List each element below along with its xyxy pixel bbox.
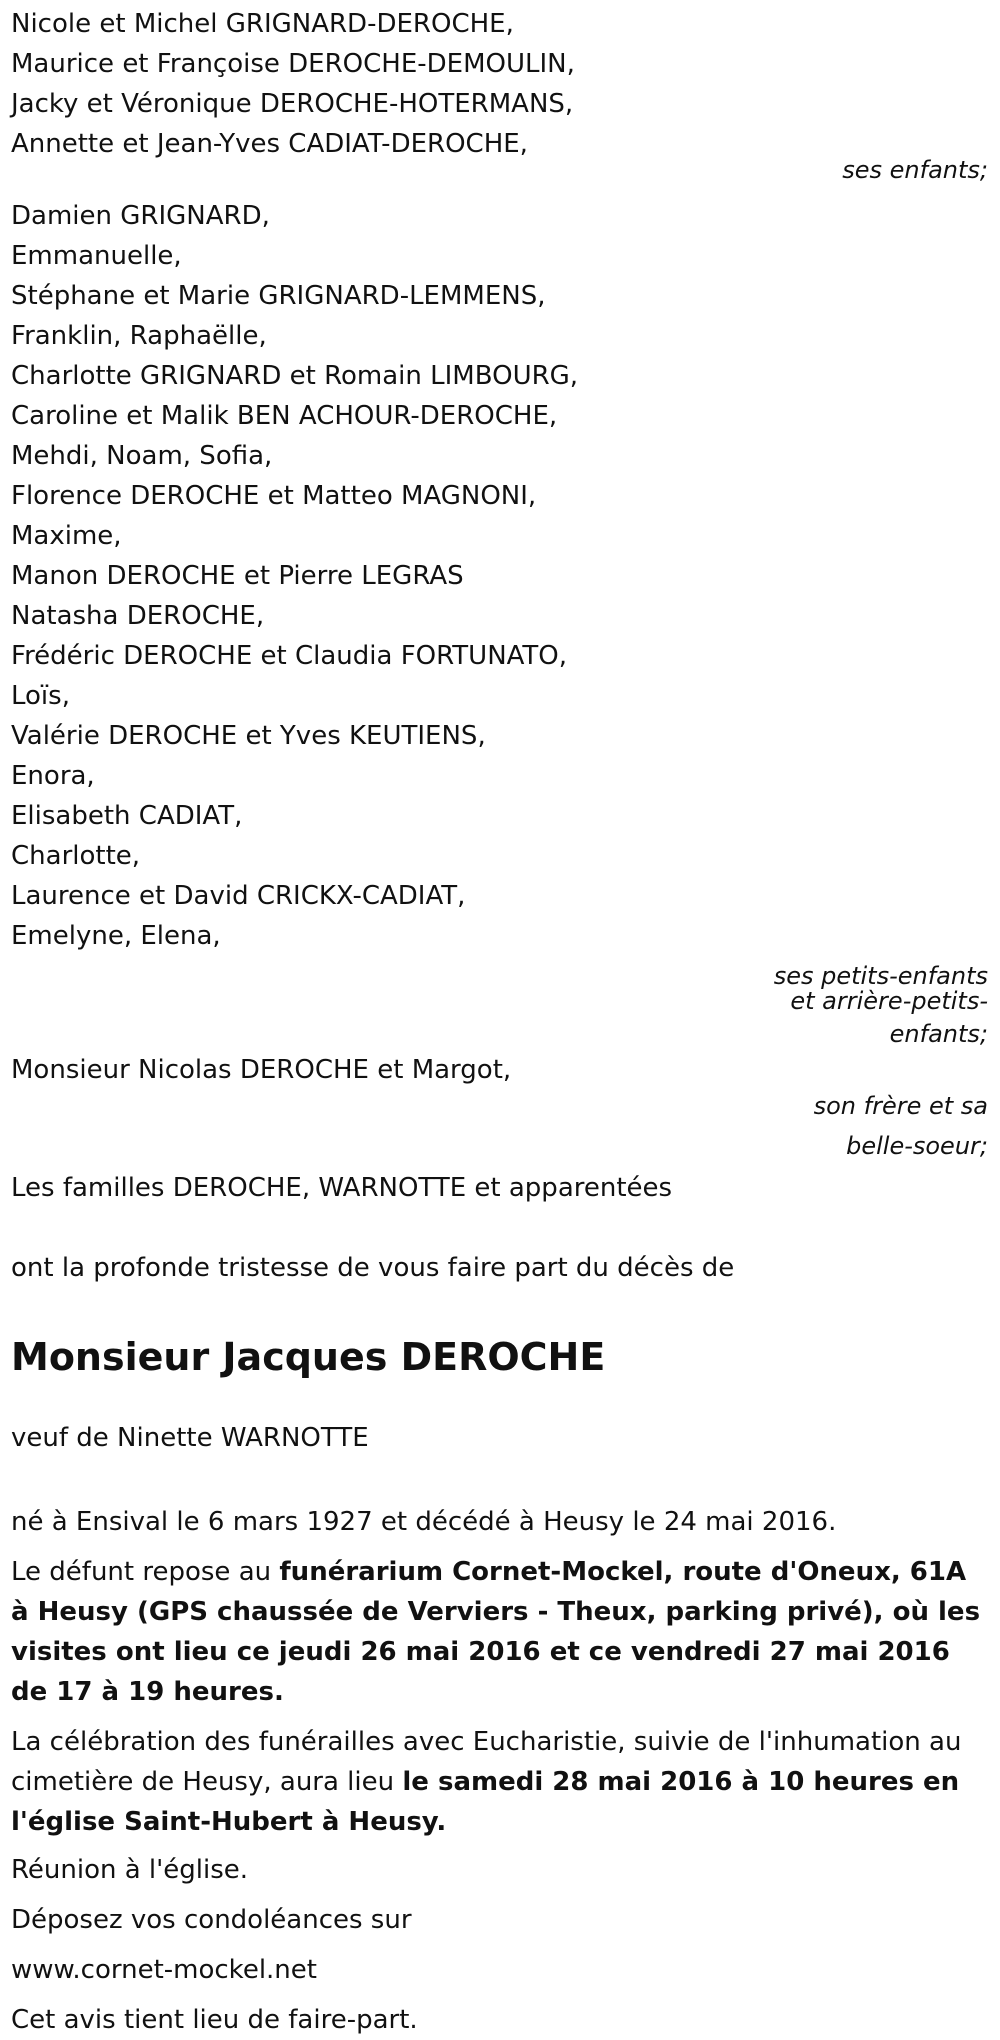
birth-death-line: né à Ensival le 6 mars 1927 et décédé à Heusy le 24 mai 2016. — [11, 1507, 837, 1537]
sibling-role-line: belle-soeur; — [846, 1132, 988, 1160]
grandchildren-line: Caroline et Malik BEN ACHOUR-DEROCHE, — [11, 401, 558, 431]
website-link[interactable]: www.cornet-mockel.net — [11, 1955, 317, 1985]
grandchildren-role — [11, 964, 988, 1054]
grandchildren-line: Elisabeth CADIAT, — [11, 801, 243, 831]
grandchildren-role-line: et arrière-petits- — [790, 987, 988, 1015]
celebration-intro: La célébration des funérailles avec Eucharistie, suivie de l'inhumation au cimetière de Heusy, aura lieu — [11, 1727, 962, 1797]
children-line: Nicole et Michel GRIGNARD-DEROCHE, — [11, 9, 514, 39]
grandchildren-role-line: ses petits-enfants — [773, 962, 988, 990]
sibling-role — [11, 1086, 988, 1166]
grandchildren-role-line: enfants; — [889, 1020, 988, 1048]
grandchildren-line: Natasha DEROCHE, — [11, 601, 265, 631]
children-role: ses enfants; — [842, 156, 988, 184]
grandchildren-line: Emmanuelle, — [11, 241, 182, 271]
grandchildren-line: Enora, — [11, 761, 95, 791]
notice-line: Cet avis tient lieu de faire-part. — [11, 2005, 418, 2035]
children-line: Maurice et Françoise DEROCHE-DEMOULIN, — [11, 49, 575, 79]
widower-line: veuf de Ninette WARNOTTE — [11, 1423, 369, 1453]
grandchildren-line: Emelyne, Elena, — [11, 921, 221, 951]
grandchildren-line: Laurence et David CRICKX-CADIAT, — [11, 881, 466, 911]
grandchildren-line: Frédéric DEROCHE et Claudia FORTUNATO, — [11, 641, 568, 671]
grandchildren-line: Manon DEROCHE et Pierre LEGRAS — [11, 561, 464, 591]
deceased-name: Monsieur Jacques DEROCHE — [11, 1335, 606, 1379]
grandchildren-line: Stéphane et Marie GRIGNARD-LEMMENS, — [11, 281, 546, 311]
sibling-line: Monsieur Nicolas DEROCHE et Margot, — [11, 1055, 512, 1085]
announcement-line: ont la profonde tristesse de vous faire part du décès de — [11, 1253, 735, 1283]
grandchildren-line: Valérie DEROCHE et Yves KEUTIENS, — [11, 721, 486, 751]
rest-details: funérarium Cornet-Mockel, route d'Oneux, 61A à Heusy (GPS chaussée de Verviers - Theux, parking privé), où les visites ont lieu ce jeudi 26 mai 2016 et ce vendredi 27 mai 2016 de 17 à 19 heures. — [11, 1557, 981, 1707]
sibling-role-line: son frère et sa — [813, 1092, 988, 1120]
rest-intro: Le défunt repose au — [11, 1557, 280, 1587]
children-line: Jacky et Véronique DEROCHE-HOTERMANS, — [11, 89, 574, 119]
meeting-line: Réunion à l'église. — [11, 1855, 249, 1885]
children-group — [11, 0, 988, 183]
grandchildren-line: Florence DEROCHE et Matteo MAGNONI, — [11, 481, 537, 511]
grandchildren-line: Charlotte GRIGNARD et Romain LIMBOURG, — [11, 361, 579, 391]
grandchildren-group — [11, 196, 988, 1054]
celebration-paragraph — [11, 1722, 988, 1842]
families-line: Les familles DEROCHE, WARNOTTE et apparentées — [11, 1173, 673, 1203]
children-line: Annette et Jean-Yves CADIAT-DEROCHE, — [11, 129, 528, 159]
sibling-group — [11, 1050, 988, 1166]
grandchildren-line: Charlotte, — [11, 841, 141, 871]
grandchildren-line: Damien GRIGNARD, — [11, 201, 270, 231]
rest-paragraph — [11, 1552, 988, 1712]
grandchildren-line: Mehdi, Noam, Sofia, — [11, 441, 273, 471]
condolences-line: Déposez vos condoléances sur — [11, 1905, 412, 1935]
grandchildren-line: Maxime, — [11, 521, 122, 551]
grandchildren-line: Loïs, — [11, 681, 70, 711]
celebration-details: le samedi 28 mai 2016 à 10 heures en l'église Saint-Hubert à Heusy. — [11, 1767, 960, 1837]
grandchildren-line: Franklin, Raphaëlle, — [11, 321, 267, 351]
